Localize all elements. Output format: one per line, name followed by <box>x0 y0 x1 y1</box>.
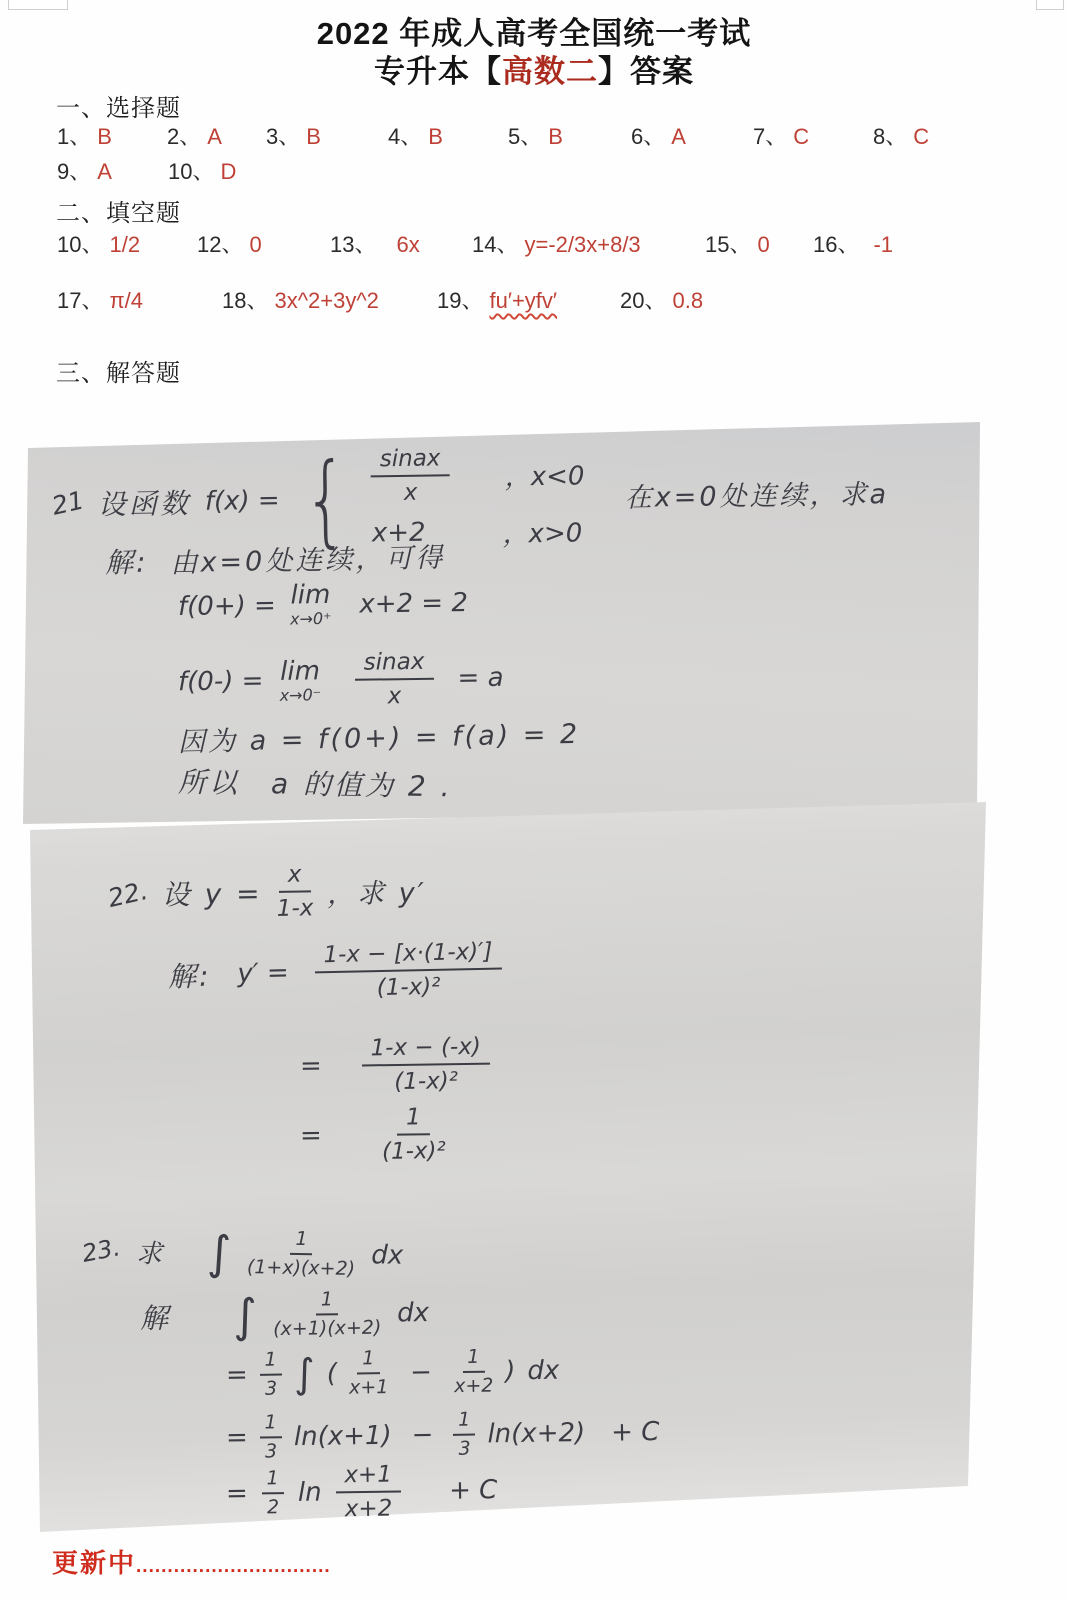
p23-solution-line1: 解 ∫ $\frac{1}{(x+1)(x+2)}$ dx <box>139 1288 430 1344</box>
p23-stem-line: 23. 求 ∫ $\frac{1}{(1+x)(x+2)}$ dx <box>79 1225 404 1281</box>
integral-sign: ∫ <box>232 1288 258 1344</box>
limit-stack: lim x→0⁺ <box>289 579 332 629</box>
p21-number: 21 <box>49 485 87 522</box>
choice-answer-8: 8、 C <box>873 124 930 149</box>
p23-stem-fraction: $\frac{1}{(1+x)(x+2)}$ <box>246 1227 356 1280</box>
p23-solution-line3: = $\frac{1}{3}$ ln(x+1) − $\frac{1}{3}$ ln(x+2) + C <box>225 1408 660 1463</box>
footer-dots: ............................... <box>136 1556 331 1577</box>
choice-answer-7: 7、 C <box>753 124 810 149</box>
one-half-fraction: $\frac{1}{2}$ <box>261 1468 284 1519</box>
p23-jie-label: 解 <box>139 1301 172 1336</box>
p21-stem-line: 21 设函数 f(x) = { $\frac{\text{sinax}}{x}$ ，x<0 x+2 ，x>0 在x=0处连续，求a <box>49 441 890 559</box>
partial-fraction-2: $\frac{1}{x+2}$ <box>453 1345 494 1397</box>
p22-solution-line2: = $\frac{1-x - (-x)}{\text{(1-x)²}}$ <box>300 1034 491 1098</box>
blank-answer-17: 17、 π/4 <box>57 288 144 313</box>
p21-because-line: 因为 a = f(0+) = f(a) = 2 <box>177 718 581 759</box>
one-third-fraction: $\frac{1}{3}$ <box>259 1412 282 1463</box>
p22-number: 22. <box>105 875 151 913</box>
choice-answer-3: 3、 B <box>266 124 321 149</box>
choice-answer-6: 6、 A <box>631 124 686 149</box>
p23-solution-line4: = $\frac{1}{2}$ ln $\frac{x+1}{x+2}$ + C <box>225 1461 498 1523</box>
p23-restated-fraction: $\frac{1}{(x+1)(x+2)}$ <box>273 1288 382 1341</box>
p23-solution-line2: = $\frac{1}{3}$ ∫ ( $\frac{1}{x+1}$ − $\frac{1}{x+2}$ ) dx <box>225 1345 560 1400</box>
title-suffix: 】答案 <box>598 54 694 89</box>
p22-jie-label: 解: <box>167 960 212 994</box>
page-title-line1: 2022 年成人高考全国统一考试 <box>316 16 752 51</box>
p21-limit-left: f(0-) = lim x→0⁻ $\frac{\text{sinax}}{x}$ = a <box>177 648 504 710</box>
title-prefix: 专升本【 <box>374 54 502 89</box>
choice-answer-4: 4、 B <box>388 124 443 149</box>
p21-limit-right: f(0+) = lim x→0⁺ x+2 = 2 <box>177 579 469 629</box>
p22-solution-line1: 解: y′ = $\frac{1-x - [x\cdot(1-x)']}{\text{(1-x)²}}$ <box>167 939 502 1007</box>
p22-simplified-fraction: $\frac{1-x - (-x)}{\text{(1-x)²}}$ <box>361 1034 490 1097</box>
p21-jie-label: 解: <box>104 545 149 580</box>
p21-conclusion-line: 所以 a 的值为 2 . <box>177 765 453 804</box>
one-third-fraction: $\frac{1}{3}$ <box>259 1350 282 1401</box>
cases-brace: { <box>302 441 349 559</box>
partial-fraction-1: $\frac{1}{x+1}$ <box>348 1347 389 1399</box>
subject-highlight: 高数二 <box>502 54 598 89</box>
page-title-line2 <box>0 46 1068 91</box>
p22-stem-fraction: $\frac{x}{1-x}$ <box>276 861 314 923</box>
p21-stem-tail: 在x=0处连续，求a <box>624 479 890 515</box>
section-header-blank: 二、填空题 <box>56 200 181 227</box>
p22-final-fraction: $\frac{1}{\text{(1-x)²}}$ <box>381 1104 446 1166</box>
p22-stem-line: 22. 设 y = $\frac{x}{1-x}$ ，求 y′ <box>105 861 428 923</box>
blank-answer-14: 14、 y=-2/3x+8/3 <box>472 232 641 257</box>
blank-answer-20: 20、 0.8 <box>620 288 704 313</box>
p22-derivative-fraction: $\frac{1-x - [x\cdot(1-x)']}{\text{(1-x)²}}$ <box>314 939 502 1004</box>
one-third-fraction: $\frac{1}{3}$ <box>453 1410 476 1461</box>
blank-answer-16: 16、 -1 <box>813 232 894 257</box>
section-header-choice: 一、选择题 <box>56 95 181 122</box>
integral-sign: ∫ <box>293 1351 316 1398</box>
p23-number: 23. <box>79 1233 123 1269</box>
integral-sign: ∫ <box>206 1225 232 1281</box>
p21-case1-fraction: $\frac{\text{sinax}}{x}$ <box>371 445 450 507</box>
blank-answer-10: 10、 1/2 <box>57 232 141 257</box>
p21-solution-start: 解: 由x=0处连续，可得 <box>104 541 446 580</box>
blank-answer-19: 19、 fu′+yfv′ <box>437 288 558 313</box>
updating-status: 更新中............................... <box>52 1548 331 1578</box>
choice-answer-10: 10、 D <box>168 159 237 184</box>
choice-answer-1: 1、 B <box>57 124 112 149</box>
choice-answer-5: 5、 B <box>508 124 563 149</box>
section-header-solution: 三、解答题 <box>56 360 181 387</box>
p21-cases: $\frac{\text{sinax}}{x}$ ，x<0 x+2 ，x>0 <box>371 445 585 550</box>
p23-final-fraction: $\frac{x+1}{x+2}$ <box>335 1461 401 1523</box>
blank-answer-15: 15、 0 <box>705 232 770 257</box>
blank-answer-13: 13、 6x <box>330 232 420 257</box>
blank-answer-18: 18、 3x^2+3y^2 <box>222 288 379 313</box>
p22-solution-line3: = $\frac{1}{\text{(1-x)²}}$ <box>299 1104 446 1166</box>
blank-answer-12: 12、 0 <box>197 232 262 257</box>
choice-answer-2: 2、 A <box>167 124 222 149</box>
choice-answer-9: 9、 A <box>57 159 112 184</box>
limit-stack: lim x→0⁻ <box>279 656 322 705</box>
p21-sinax-fraction: $\frac{\text{sinax}}{x}$ <box>354 649 433 711</box>
